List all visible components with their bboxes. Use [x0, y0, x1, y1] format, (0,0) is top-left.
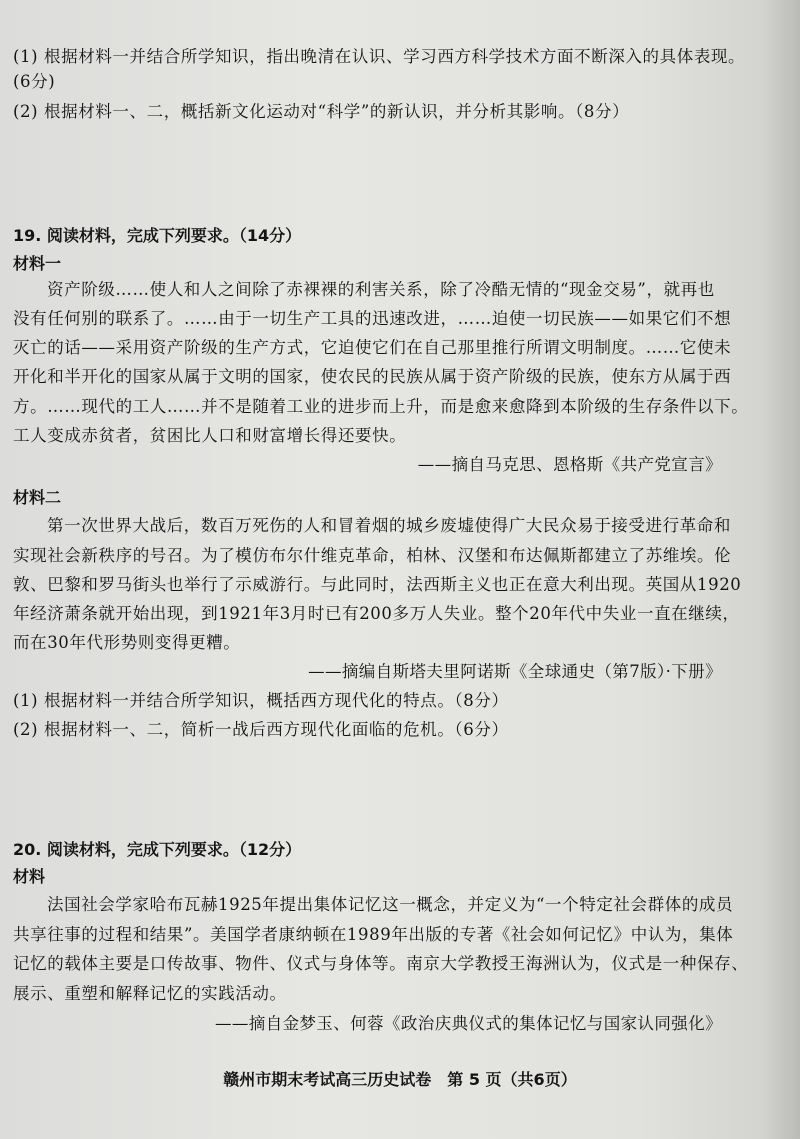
- q19-m1-source: ——摘自马克思、恩格斯《共产党宣言》: [417, 455, 722, 474]
- q19-m2-line: 年经济萧条就开始出现，到1921年3月时已有200多万人失业。整个20年代中失业一直在继续，: [13, 604, 740, 623]
- q19-m2-line: 第一次世界大战后，数百万死伤的人和冒着烟的城乡废墟使得广大民众易于接受进行革命和: [47, 516, 731, 535]
- q19-m1-line: 资产阶级……使人和人之间除了赤裸裸的利害关系，除了冷酷无情的“现金交易”，就再也: [47, 280, 715, 299]
- q19-m2-source: ——摘编自斯塔夫里阿诺斯《全球通史（第7版）·下册》: [308, 662, 722, 681]
- q19-m2-line: 敦、巴黎和罗马街头也举行了示威游行。与此同时，法西斯主义也正在意大利出现。英国从1920: [13, 575, 742, 594]
- q19-part2: (2) 根据材料一、二，简析一战后西方现代化面临的危机。（6分）: [13, 720, 509, 739]
- q20-line: 共享往事的过程和结果”。美国学者康纳顿在1989年出版的专著《社会如何记忆》中认为，集体: [13, 925, 734, 944]
- q19-m1-line: 方。……现代的工人……并不是随着工业的进步而上升，而是愈来愈降到本阶级的生存条件以下。: [13, 397, 749, 416]
- q18-part1-score: (6分): [13, 72, 56, 91]
- q19-m2-line: 实现社会新秩序的号召。为了模仿布尔什维克革命，柏林、汉堡和布达佩斯都建立了苏维埃。伦: [13, 546, 732, 565]
- q19-m1-line: 开化和半开化的国家从属于文明的国家，使农民的民族从属于资产阶级的民族，使东方从属于西: [13, 367, 732, 386]
- q19-m2-line: 而在30年代形势则变得更糟。: [13, 633, 241, 652]
- q20-line: 展示、重塑和解释记忆的实践活动。: [13, 984, 287, 1003]
- q19-material2-heading: 材料二: [13, 488, 62, 507]
- page-footer: 赣州市期末考试高三历史试卷 第 5 页（共6页）: [223, 1070, 577, 1089]
- q19-m1-line: 灭亡的话——采用资产阶级的生产方式，它迫使它们在自己那里推行所谓文明制度。……它使未: [13, 338, 732, 357]
- q19-m1-line: 没有任何别的联系了。……由于一切生产工具的迅速改进，……迫使一切民族——如果它们不想: [13, 309, 732, 328]
- q19-material1-heading: 材料一: [13, 254, 62, 273]
- q19-part1: (1) 根据材料一并结合所学知识，概括西方现代化的特点。（8分）: [13, 691, 509, 710]
- q20-material-heading: 材料: [13, 867, 46, 886]
- q20-title: 20. 阅读材料，完成下列要求。（12分）: [13, 840, 302, 859]
- q20-line: 法国社会学家哈布瓦赫1925年提出集体记忆这一概念，并定义为“一个特定社会群体的成员: [47, 895, 734, 914]
- q20-line: 记忆的载体主要是口传故事、物件、仪式与身体等。南京大学教授王海洲认为，仪式是一种保存、: [13, 954, 749, 973]
- q18-part2: (2) 根据材料一、二，概括新文化运动对“科学”的新认识，并分析其影响。（8分）: [13, 102, 630, 121]
- q19-m1-line: 工人变成赤贫者，贫困比人口和财富增长得还要快。: [13, 426, 407, 445]
- q18-part1-line1: (1) 根据材料一并结合所学知识，指出晚清在认识、学习西方科学技术方面不断深入的具体表现。: [13, 47, 746, 66]
- q19-title: 19. 阅读材料，完成下列要求。（14分）: [13, 226, 302, 245]
- q20-source: ——摘自金梦玉、何蓉《政治庆典仪式的集体记忆与国家认同强化》: [215, 1014, 722, 1033]
